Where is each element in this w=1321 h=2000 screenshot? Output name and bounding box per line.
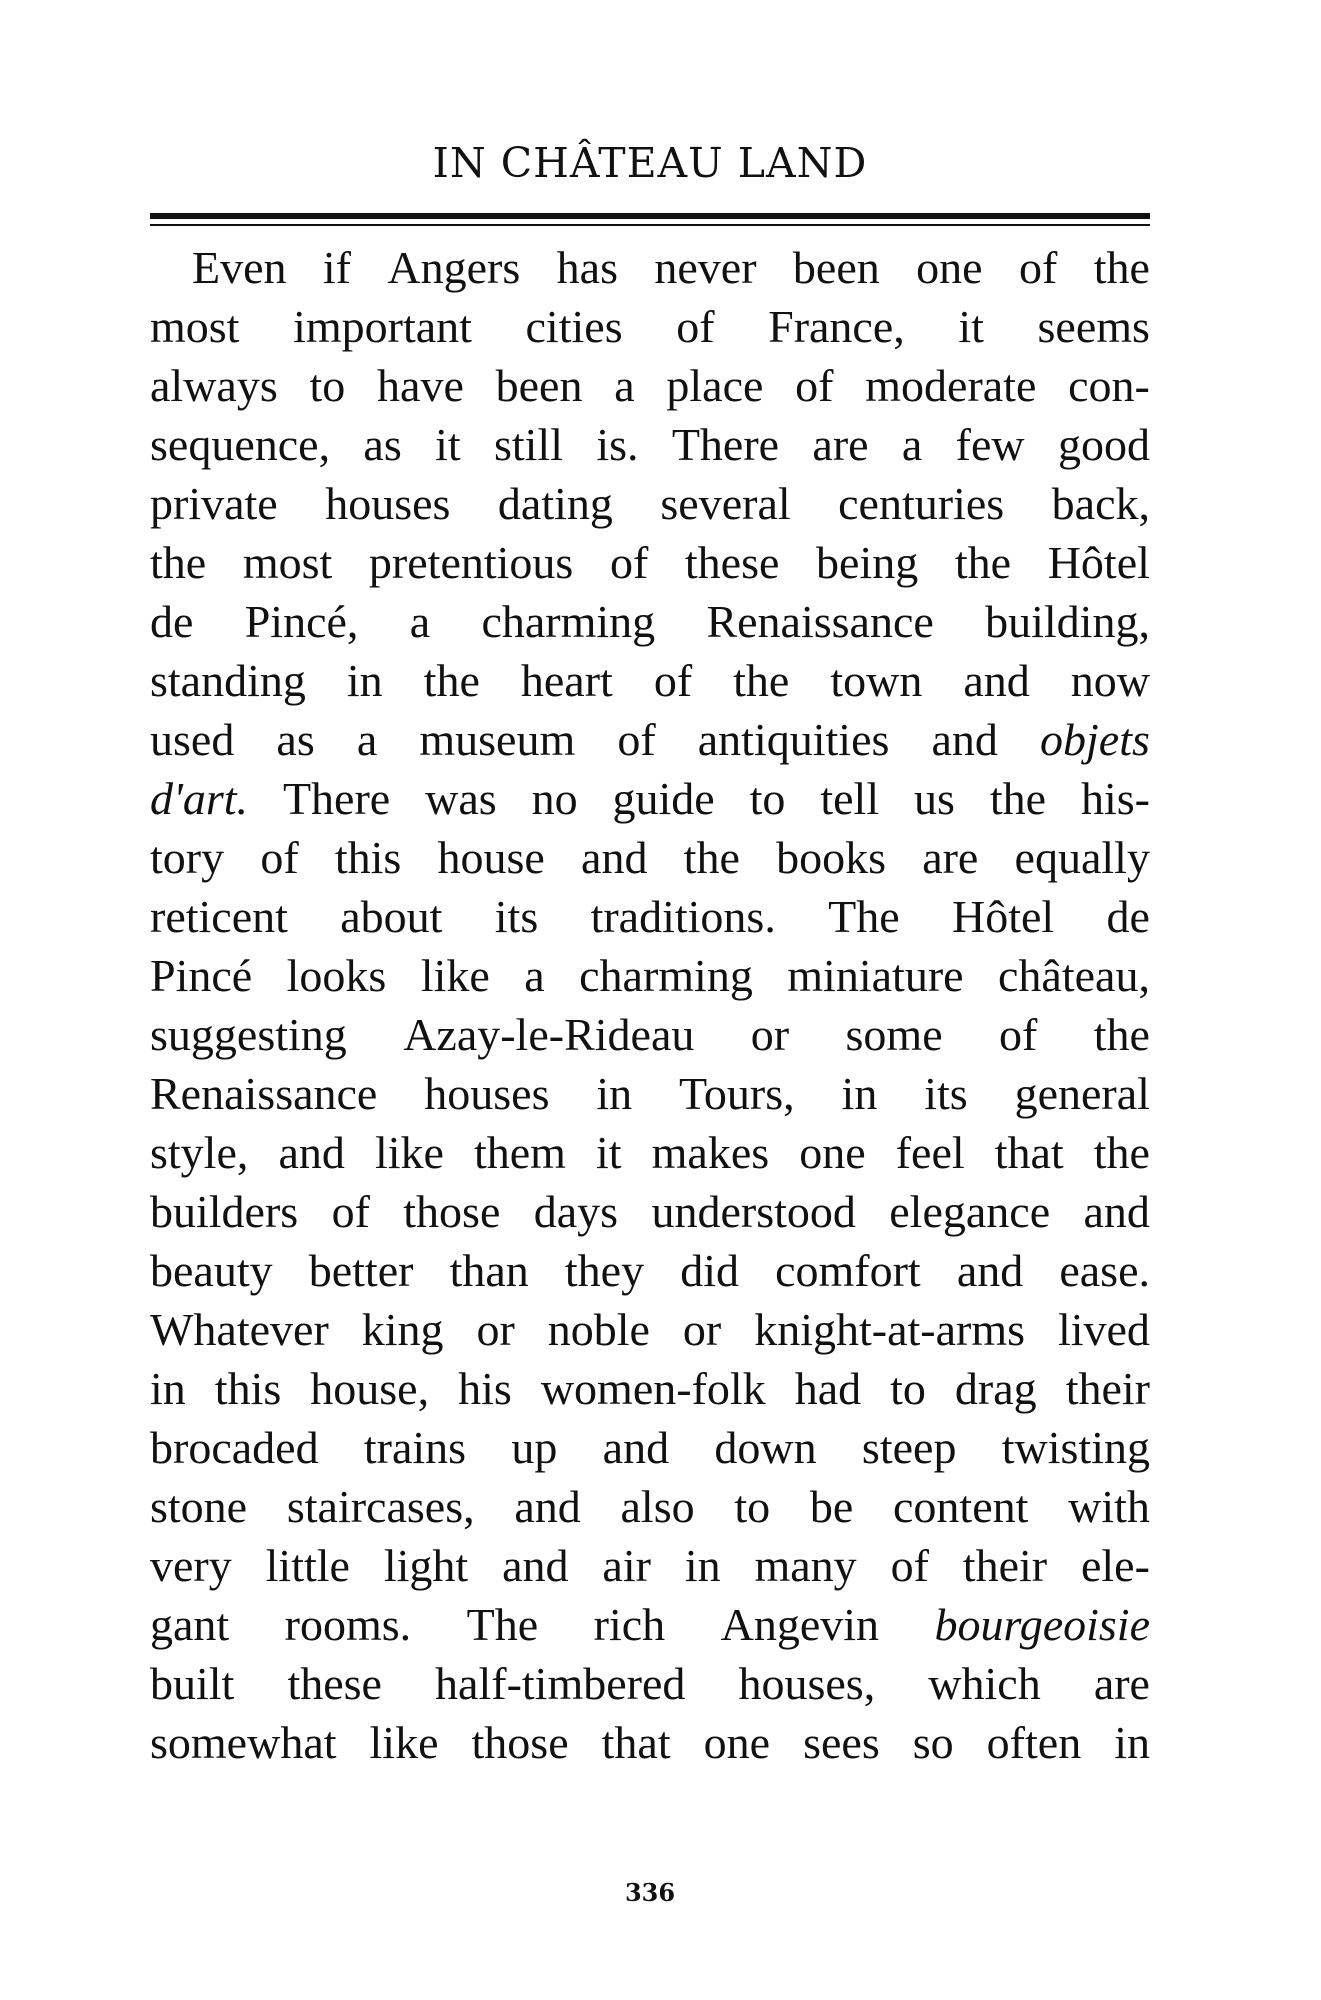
- text-line: [150, 1359, 1150, 1418]
- word: or: [750, 1009, 790, 1060]
- word: building,: [985, 596, 1150, 647]
- word: this: [214, 1363, 282, 1414]
- word: houses: [325, 478, 451, 529]
- word: have: [377, 360, 464, 411]
- word: place: [666, 360, 764, 411]
- word: The: [828, 891, 900, 942]
- word: houses: [424, 1068, 550, 1119]
- word: that: [601, 1717, 671, 1768]
- word: us: [914, 773, 955, 824]
- word: staircases,: [286, 1481, 475, 1532]
- text-line: [150, 1123, 1150, 1182]
- word: or: [476, 1304, 515, 1355]
- text-line: [150, 1654, 1150, 1713]
- word: antiquities: [697, 714, 890, 765]
- word: seems: [1037, 301, 1150, 352]
- word: beauty: [150, 1245, 273, 1296]
- word: some: [845, 1009, 943, 1060]
- word: few: [955, 419, 1025, 470]
- word: been: [495, 360, 583, 411]
- word: his: [458, 1363, 512, 1414]
- word: like: [374, 1127, 444, 1178]
- word: air: [602, 1540, 651, 1591]
- text-line: [150, 710, 1150, 769]
- word: equally: [1014, 832, 1150, 883]
- word: sequence,: [150, 419, 331, 470]
- word: houses,: [738, 1658, 876, 1709]
- word: d'art.: [150, 773, 249, 824]
- word: now: [1070, 655, 1150, 706]
- word: in: [346, 655, 383, 706]
- word: and: [931, 714, 998, 765]
- word: days: [533, 1186, 619, 1237]
- word: Angers: [387, 242, 521, 293]
- text-line: [150, 474, 1150, 533]
- word: charming: [579, 950, 753, 1001]
- word: the: [683, 832, 740, 883]
- word: ele-: [1080, 1540, 1150, 1591]
- word: in: [684, 1540, 721, 1591]
- word: of: [890, 1540, 929, 1591]
- word: it: [435, 419, 461, 470]
- word: down: [714, 1422, 817, 1473]
- text-line: [150, 1595, 1150, 1654]
- word: light: [383, 1540, 469, 1591]
- text-line: [150, 1300, 1150, 1359]
- word: the: [954, 537, 1012, 588]
- text-line: [150, 1713, 1150, 1772]
- word: a: [901, 419, 923, 470]
- word: king: [361, 1304, 444, 1355]
- word: steep: [861, 1422, 957, 1473]
- header-rule-thin: [150, 224, 1150, 226]
- word: if: [322, 242, 352, 293]
- word: rooms.: [284, 1599, 412, 1650]
- word: rich: [593, 1599, 666, 1650]
- word: tell: [820, 773, 880, 824]
- word: most: [242, 537, 333, 588]
- word: de: [150, 596, 194, 647]
- word: knight-at-arms: [754, 1304, 1025, 1355]
- word: Pincé,: [244, 596, 359, 647]
- word: gant: [150, 1599, 230, 1650]
- word: Hôtel: [952, 891, 1055, 942]
- word: one: [703, 1717, 771, 1768]
- word: women-folk: [540, 1363, 766, 1414]
- word: their: [1065, 1363, 1150, 1414]
- word: drag: [954, 1363, 1037, 1414]
- word: château,: [998, 950, 1150, 1001]
- word: better: [308, 1245, 414, 1296]
- word: in: [1114, 1717, 1150, 1768]
- word: Azay-le-Rideau: [403, 1009, 695, 1060]
- word: ease.: [1059, 1245, 1150, 1296]
- word: style,: [150, 1127, 249, 1178]
- word: one: [916, 242, 983, 293]
- word: standing: [150, 655, 306, 706]
- word: very: [150, 1540, 232, 1591]
- word: the: [733, 655, 790, 706]
- text-line: [150, 651, 1150, 710]
- word: his-: [1081, 773, 1150, 824]
- word: that: [994, 1127, 1064, 1178]
- word: looks: [286, 950, 387, 1001]
- word: guide: [612, 773, 715, 824]
- word: centuries: [838, 478, 1005, 529]
- word: There: [282, 773, 391, 824]
- word: in: [596, 1068, 633, 1119]
- word: and: [963, 655, 1030, 706]
- word: museum: [419, 714, 576, 765]
- word: are: [1093, 1658, 1150, 1709]
- word: has: [556, 242, 618, 293]
- word: used: [150, 714, 235, 765]
- header-rule-thick: [150, 213, 1150, 219]
- word: and: [278, 1127, 345, 1178]
- word: Angevin: [720, 1599, 880, 1650]
- word: a: [524, 950, 545, 1001]
- text-line: [150, 356, 1150, 415]
- word: understood: [651, 1186, 856, 1237]
- word: traditions.: [590, 891, 776, 942]
- word: in: [841, 1068, 878, 1119]
- word: Even: [192, 242, 287, 293]
- word: books: [776, 832, 886, 883]
- word: bourgeoisie: [934, 1599, 1150, 1650]
- word: was: [425, 773, 497, 824]
- word: been: [792, 242, 880, 293]
- text-line: [150, 1418, 1150, 1477]
- word: it: [958, 301, 984, 352]
- word: charming: [481, 596, 656, 647]
- word: they: [564, 1245, 645, 1296]
- word: the: [1093, 242, 1150, 293]
- word: and: [1083, 1186, 1150, 1237]
- word: still: [493, 419, 563, 470]
- word: built: [150, 1658, 235, 1709]
- word: feel: [895, 1127, 965, 1178]
- word: The: [466, 1599, 539, 1650]
- word: of: [617, 714, 656, 765]
- word: its: [494, 891, 539, 942]
- word: pretentious: [368, 537, 574, 588]
- word: and: [602, 1422, 670, 1473]
- text-line: [150, 533, 1150, 592]
- word: the: [150, 537, 207, 588]
- word: reticent: [150, 891, 288, 942]
- word: of: [609, 537, 649, 588]
- text-line: [150, 1182, 1150, 1241]
- word: did: [680, 1245, 739, 1296]
- word: house,: [310, 1363, 430, 1414]
- word: objets: [1040, 714, 1150, 765]
- text-line: [150, 946, 1150, 1005]
- text-line: [150, 828, 1150, 887]
- word: are: [922, 832, 979, 883]
- word: to: [890, 1363, 926, 1414]
- word: so: [912, 1717, 954, 1768]
- word: Hôtel: [1047, 537, 1150, 588]
- word: being: [816, 537, 919, 588]
- body-text: [150, 238, 1150, 1772]
- word: miniature: [787, 950, 964, 1001]
- word: it: [596, 1127, 622, 1178]
- word: private: [150, 478, 278, 529]
- word: a: [409, 596, 431, 647]
- page-number: 336: [624, 1878, 676, 1907]
- word: moderate: [865, 360, 1037, 411]
- word: these: [287, 1658, 382, 1709]
- word: to: [749, 773, 786, 824]
- word: tory: [150, 832, 225, 883]
- word: the: [1093, 1127, 1150, 1178]
- word: never: [654, 242, 757, 293]
- word: a: [614, 360, 635, 411]
- word: several: [660, 478, 791, 529]
- word: cities: [525, 301, 623, 352]
- word: somewhat: [150, 1717, 337, 1768]
- word: of: [331, 1186, 370, 1237]
- word: be: [809, 1481, 854, 1532]
- word: of: [260, 832, 299, 883]
- word: comfort: [775, 1245, 921, 1296]
- word: always: [150, 360, 278, 411]
- word: also: [620, 1481, 695, 1532]
- word: about: [340, 891, 443, 942]
- word: many: [754, 1540, 857, 1591]
- word: content: [893, 1481, 1029, 1532]
- word: like: [369, 1717, 439, 1768]
- word: dating: [497, 478, 613, 529]
- word: often: [986, 1717, 1082, 1768]
- word: Renaissance: [150, 1068, 378, 1119]
- word: is.: [596, 419, 639, 470]
- word: this: [334, 832, 402, 883]
- word: in: [150, 1363, 186, 1414]
- word: and: [956, 1245, 1024, 1296]
- text-line: [150, 238, 1150, 297]
- word: them: [473, 1127, 566, 1178]
- text-line: [150, 1241, 1150, 1300]
- word: There: [671, 419, 780, 470]
- word: to: [734, 1481, 771, 1532]
- word: no: [531, 773, 578, 824]
- word: makes: [651, 1127, 770, 1178]
- word: of: [795, 360, 834, 411]
- word: had: [794, 1363, 862, 1414]
- word: twisting: [1001, 1422, 1150, 1473]
- word: or: [682, 1304, 722, 1355]
- word: suggesting: [150, 1009, 347, 1060]
- word: lived: [1057, 1304, 1150, 1355]
- word: these: [684, 537, 780, 588]
- running-head: IN CHÂTEAU LAND: [432, 139, 868, 187]
- word: trains: [363, 1422, 467, 1473]
- word: than: [449, 1245, 529, 1296]
- word: the: [989, 773, 1047, 824]
- word: and: [502, 1540, 569, 1591]
- word: are: [812, 419, 869, 470]
- word: and: [514, 1481, 581, 1532]
- word: brocaded: [150, 1422, 319, 1473]
- text-line: [150, 1005, 1150, 1064]
- word: the: [1093, 1009, 1150, 1060]
- word: half-timbered: [435, 1658, 686, 1709]
- word: little: [265, 1540, 350, 1591]
- word: of: [653, 655, 693, 706]
- word: Renaissance: [706, 596, 934, 647]
- word: town: [830, 655, 923, 706]
- text-line: [150, 297, 1150, 356]
- word: to: [309, 360, 346, 411]
- word: sees: [803, 1717, 880, 1768]
- word: most: [150, 301, 240, 352]
- word: of: [676, 301, 715, 352]
- word: back,: [1051, 478, 1150, 529]
- word: elegance: [889, 1186, 1051, 1237]
- word: house: [437, 832, 545, 883]
- text-line: [150, 769, 1150, 828]
- text-line: [150, 592, 1150, 651]
- word: de: [1106, 891, 1150, 942]
- word: Tours,: [679, 1068, 795, 1119]
- word: one: [799, 1127, 866, 1178]
- word: which: [928, 1658, 1041, 1709]
- word: good: [1057, 419, 1150, 470]
- word: up: [511, 1422, 558, 1473]
- text-line: [150, 887, 1150, 946]
- word: builders: [150, 1186, 299, 1237]
- word: as: [276, 714, 315, 765]
- word: those: [471, 1717, 569, 1768]
- word: its: [924, 1068, 968, 1119]
- word: general: [1014, 1068, 1150, 1119]
- text-line: [150, 1536, 1150, 1595]
- word: France,: [768, 301, 905, 352]
- word: of: [1018, 242, 1058, 293]
- word: and: [581, 832, 648, 883]
- text-line: [150, 415, 1150, 474]
- word: noble: [547, 1304, 650, 1355]
- word: their: [962, 1540, 1048, 1591]
- word: Pincé: [150, 950, 253, 1001]
- word: stone: [150, 1481, 248, 1532]
- word: with: [1068, 1481, 1150, 1532]
- word: of: [999, 1009, 1038, 1060]
- word: as: [363, 419, 402, 470]
- word: a: [356, 714, 378, 765]
- word: the: [423, 655, 480, 706]
- word: important: [293, 301, 472, 352]
- text-line: [150, 1477, 1150, 1536]
- word: con-: [1068, 360, 1150, 411]
- text-line: [150, 1064, 1150, 1123]
- word: Whatever: [150, 1304, 329, 1355]
- word: those: [403, 1186, 501, 1237]
- word: heart: [520, 655, 613, 706]
- word: like: [420, 950, 490, 1001]
